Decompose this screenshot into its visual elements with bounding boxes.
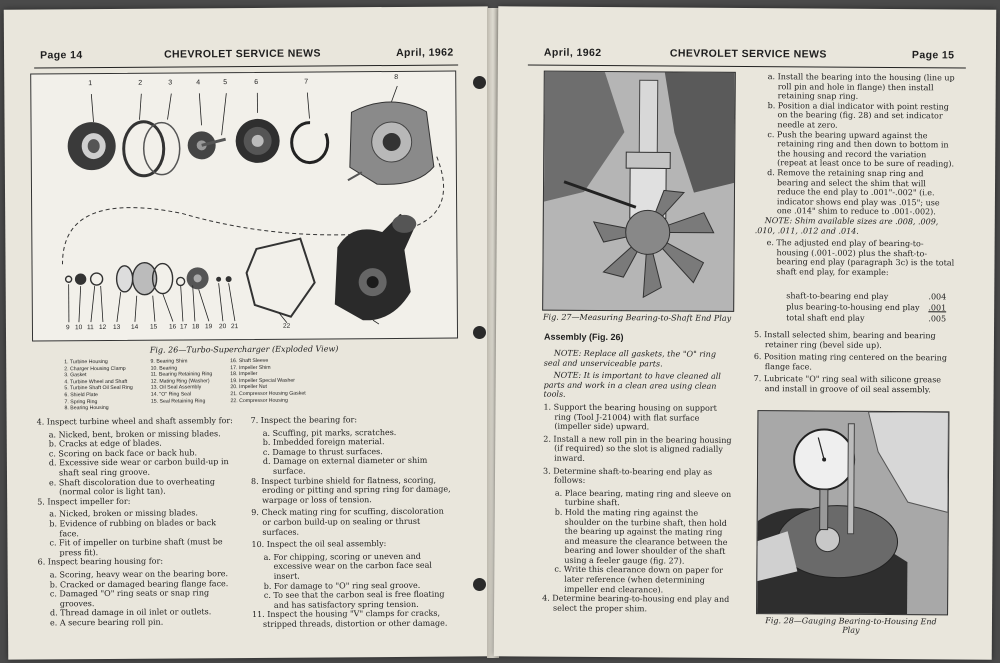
compressor-housing-part	[334, 214, 417, 321]
callout-label: 20	[218, 323, 227, 331]
procedure-step: b. Hold the mating ring against the shoulder on the turbine shaft, then hold the bearing up against the mating ring and measure the clearance between the bearing and lower shoulder of the shaft using a feeler gauge (fig. 27).	[554, 507, 728, 566]
end-play-table	[786, 290, 946, 324]
legend-item: 3. Gasket	[64, 372, 87, 379]
legend-item: 5. Turbine Shaft Oil Seal Ring	[64, 385, 133, 392]
page-number: Page 15	[911, 49, 955, 62]
procedure-step: b. Evidence of rubbing on blades or back face.	[49, 518, 217, 538]
turbine-housing-part	[68, 122, 116, 170]
procedure-step: 4. Inspect turbine wheel and shaft assembly for:	[36, 416, 233, 427]
procedure-step: 7. Lubricate "O" ring seal with silicone grease and install in groove of oil seal assembly.	[753, 374, 942, 395]
procedure-step: d. Remove the retaining snap ring and bearing and select the shim that will reduce the end play to .001"-.002" (i.e. indicator shows end play was .015"; use one .014" shim to reduce to .001-.002).	[767, 168, 940, 217]
right-header	[498, 46, 996, 62]
left-text-column-1	[37, 416, 236, 628]
callout-label: 5	[223, 79, 228, 87]
turbo-supercharger-drawing	[31, 72, 457, 341]
publication-title: CHEVROLET SERVICE NEWS	[669, 47, 827, 61]
assembly-heading: Assembly (Fig. 26)	[543, 331, 624, 343]
callout-label: 6	[254, 78, 259, 86]
callout-label: 8	[394, 73, 399, 81]
right-page	[494, 6, 997, 659]
procedure-step: 6. Position mating ring centered on the bearing flange face.	[753, 352, 947, 372]
procedure-step: e. A secure bearing roll pin.	[49, 617, 164, 628]
exploded-view-figure	[30, 71, 458, 342]
procedure-step: 4. Determine bearing-to-housing end play and select the proper shim.	[542, 593, 730, 614]
legend-item: 2. Charger Housing Clamp	[64, 365, 126, 372]
header-rule	[34, 65, 458, 69]
dial-indicator-image	[757, 411, 948, 614]
table-label: shaft-to-bearing end play	[786, 291, 889, 301]
callout-label: 1	[88, 80, 93, 88]
legend-item: 20. Impeller Nut	[230, 384, 267, 391]
legend-item: 12. Mating Ring (Washer)	[150, 378, 210, 385]
legend-column	[64, 359, 133, 412]
table-value: .005	[928, 314, 947, 324]
procedure-step: 8. Inspect turbine shield for flatness, scoring, eroding or pitting and spring ring for damage, warpage or loss of tension.	[251, 475, 451, 505]
procedure-step: b. Cracks at edge of blades.	[48, 438, 162, 449]
turbine-wheel-part	[188, 131, 226, 159]
procedure-step: d. Thread damage in oil inlet or outlets.	[49, 607, 212, 618]
procedure-step: b. Imbedded foreign material.	[262, 437, 385, 448]
legend-item: 8. Bearing Housing	[64, 405, 109, 412]
legend-item: 16. Shaft Sleeve	[230, 357, 269, 365]
callout-label: 15	[149, 323, 158, 331]
procedure-step: 1. Support the bearing housing on support ring (Tool J-21004) with flat surface (impeller side) upward.	[543, 402, 717, 432]
figure-27-photo	[542, 71, 736, 312]
legend-item: 22. Compressor Housing	[230, 397, 288, 404]
procedure-step: b. For damage to "O" ring seal groove.	[263, 580, 421, 591]
measuring-end-play-image	[543, 72, 735, 311]
callout-label: 22	[282, 322, 291, 330]
legend-item: 21. Compressor Housing Gasket	[230, 390, 306, 398]
figure-27-caption: Fig. 27—Measuring Bearing-to-Shaft End Play	[542, 312, 732, 323]
header-rule	[528, 64, 966, 68]
legend-item: 13. Oil Seal Assembly	[150, 384, 202, 392]
procedure-step: 7. Inspect the bearing for:	[250, 415, 358, 425]
procedure-step: d. Excessive side wear or carbon build-up in shaft seal ring groove.	[48, 457, 229, 478]
legend-item: 11. Bearing Retaining Ring	[150, 371, 213, 378]
left-header	[4, 46, 488, 62]
procedure-step: e. The adjusted end play of bearing-to-housing (.001-.002) plus the shaft-to-bearing end play (paragraph 3c) is the total shaft end play, for example:	[766, 238, 955, 277]
left-text-column-2	[251, 415, 453, 633]
figure-26-caption: Fig. 26—Turbo-Supercharger (Exploded View)	[149, 344, 339, 355]
callout-label: 21	[230, 323, 239, 331]
figure-28-caption: Fig. 28—Gauging Bearing-to-Housing End Play	[765, 616, 937, 635]
legend-item: 19. Impeller Special Washer	[230, 377, 296, 384]
procedure-step: b. Position a dial indicator with point resting on the bearing (fig. 28) and set indicator needle at zero.	[767, 100, 949, 130]
bearing-housing-part	[347, 102, 434, 185]
right-text-column-2-continued	[754, 330, 954, 398]
table-label: total shaft end play	[786, 313, 865, 323]
procedure-step: c. To see that the carbon seal is free floating and has satisfactory spring tension.	[263, 589, 445, 610]
note-paragraph: NOTE: Shim available sizes are .008, .009, .010, .011, .012 and .014.	[754, 216, 939, 236]
procedure-step: c. Scoring on back face or back hub.	[48, 448, 198, 459]
impeller-part	[187, 267, 209, 289]
procedure-step: d. Damage on external diameter or shim surface.	[262, 456, 428, 476]
left-page	[4, 6, 493, 659]
right-text-column-2	[754, 72, 955, 278]
table-value: .004	[928, 292, 947, 302]
callout-label: 10	[74, 324, 83, 332]
binder-hole	[473, 578, 486, 591]
callout-label: 9	[65, 324, 70, 332]
issue-date: April, 1962	[543, 46, 602, 59]
procedure-step: 9. Check mating ring for scuffing, discoloration or carbon build-up on sealing or thrust surfaces.	[251, 506, 444, 537]
callout-label: 14	[130, 323, 139, 331]
legend-item: 18. Impeller	[230, 371, 258, 378]
procedure-step: 11. Inspect the housing "V" clamps for cracks, stripped threads, distortion or other damage.	[251, 608, 448, 629]
procedure-step: a. Nicked, bent, broken or missing blades.	[48, 428, 221, 439]
procedure-step: e. Shaft discoloration due to overheating (normal color is light tan).	[49, 476, 216, 497]
callout-label: 2	[138, 79, 143, 87]
legend-item: 1. Turbine Housing	[64, 358, 108, 366]
legend-item: 7. Spring Ring	[64, 398, 98, 405]
table-value: .001	[928, 303, 947, 313]
procedure-step: a. For chipping, scoring or uneven and excessive wear on the carbon face seal insert.	[263, 551, 432, 581]
note-paragraph: NOTE: Replace all gaskets, the "O" ring seal and unserviceable parts.	[543, 348, 717, 369]
callout-label: 16	[168, 323, 177, 331]
procedure-step: c. Fit of impeller on turbine shaft (must be press fit).	[49, 537, 223, 558]
procedure-step: a. Install the bearing into the housing (line up roll pin and hole in flange) then install retaining snap ring.	[767, 72, 955, 101]
callout-label: 4	[196, 79, 201, 87]
table-row	[786, 312, 946, 324]
callout-label: 18	[191, 323, 200, 331]
parts-legend	[64, 357, 444, 412]
publication-title: CHEVROLET SERVICE NEWS	[164, 47, 321, 61]
procedure-step: c. Write this clearance down on paper for later reference (when determining impeller end clearance).	[554, 565, 724, 595]
binder-hole	[473, 76, 486, 89]
note-paragraph: NOTE: It is important to have cleaned all parts and work in a clean area using clean tools.	[543, 370, 721, 400]
legend-item: 9. Bearing Shim	[150, 358, 188, 365]
procedure-step: 2. Install a new roll pin in the bearing housing (if required) so the slot is aligned radially inward.	[543, 434, 732, 463]
procedure-step: 3. Determine shaft-to-bearing end play as follows:	[543, 466, 713, 486]
callout-label: 17	[179, 323, 188, 331]
legend-column	[230, 358, 306, 411]
procedure-step: a. Nicked, broken or missing blades.	[49, 508, 198, 519]
table-label: plus bearing-to-housing end play	[786, 302, 920, 313]
procedure-step: c. Push the bearing upward against the retaining ring and then down to bottom in the housing and record the variation (repeat at least once to be sure of reading).	[767, 129, 955, 169]
callout-label: 3	[168, 79, 173, 87]
right-text-column-1	[542, 349, 734, 618]
legend-item: 10. Bearing	[150, 365, 178, 372]
figure-28-photo	[756, 410, 949, 615]
legend-item: 15. Seal Retaining Ring	[150, 397, 206, 405]
procedure-step: a. Scuffing, pit marks, scratches.	[262, 427, 397, 438]
procedure-step: a. Place bearing, mating ring and sleeve on turbine shaft.	[554, 488, 732, 508]
binder-hole	[473, 326, 486, 339]
callout-label: 7	[304, 78, 309, 86]
procedure-step: c. Damaged "O" ring seats or snap ring grooves.	[49, 588, 210, 609]
procedure-step: 5. Install selected shim, bearing and bearing retainer ring (bevel side up).	[753, 330, 936, 350]
procedure-step: b. Cracked or damaged bearing flange face.	[49, 578, 229, 589]
procedure-step: 10. Inspect the oil seal assembly:	[251, 539, 387, 550]
procedure-step: a. Scoring, heavy wear on the bearing bore.	[49, 569, 229, 580]
procedure-step: 6. Inspect bearing housing for:	[37, 556, 164, 567]
legend-item: 4. Turbine Wheel and Shaft	[64, 378, 128, 386]
procedure-step: c. Damage to thrust surfaces.	[262, 446, 383, 457]
page-number: Page 14	[40, 49, 83, 62]
legend-column	[151, 358, 213, 411]
issue-date: April, 1962	[396, 46, 454, 59]
legend-item: 6. Shield Plate	[64, 392, 98, 399]
legend-item: 17. Impeller Shim	[230, 364, 271, 371]
procedure-step: 5. Inspect impeller for:	[37, 496, 131, 507]
callout-label: 12	[98, 323, 107, 332]
callout-label: 19	[204, 323, 213, 331]
legend-item: 14. "O" Ring Seal	[150, 391, 192, 398]
callout-label: 13	[112, 323, 121, 331]
callout-label: 11	[86, 324, 94, 332]
